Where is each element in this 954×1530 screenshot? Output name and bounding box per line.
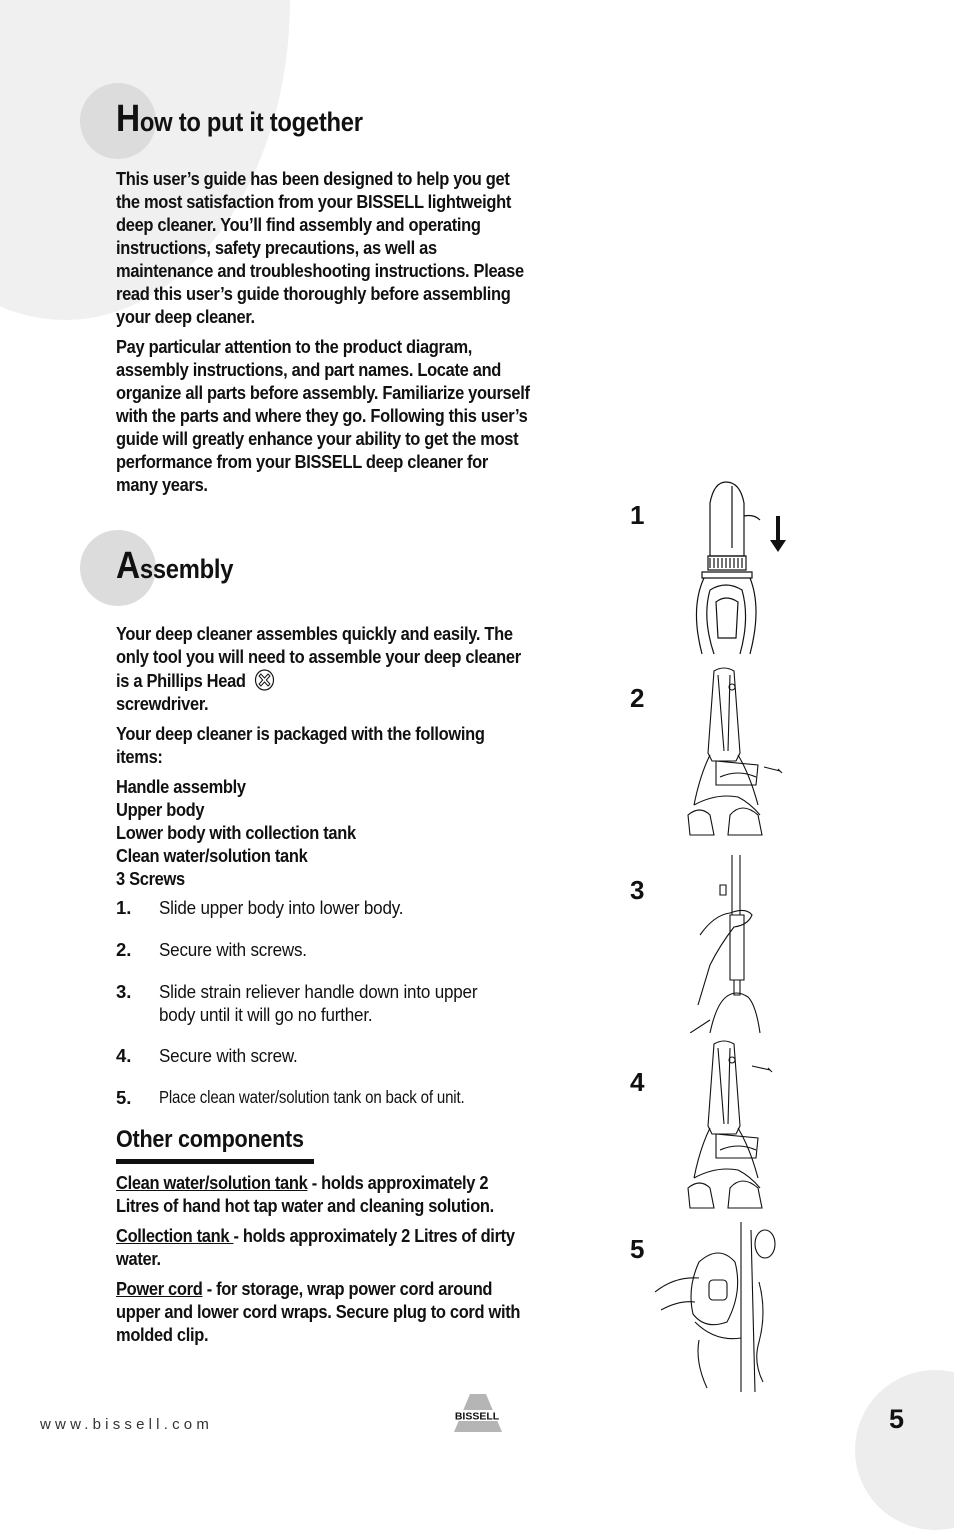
package-items-list <box>116 775 536 890</box>
step-5-illustration <box>655 1222 785 1392</box>
component-clean-water-tank: Clean water/solution tank - holds approximately 2 Litres of hand hot tap water and cleaning solution. <box>116 1172 494 1216</box>
bissell-logo <box>446 1392 508 1434</box>
assembly-paragraph-1: Your deep cleaner assembles quickly and easily. The only tool you will need to assemble your deep cleaner is a Phillips Head screwdriver. <box>116 623 521 714</box>
component-collection-tank: Collection tank - holds approximately 2 Litres of dirty water. <box>116 1225 515 1269</box>
figure-number-4: 4 <box>630 1067 645 1097</box>
package-item: Lower body with collection tank <box>116 822 356 843</box>
heading-underline <box>116 1159 314 1164</box>
figure-number-1: 1 <box>630 500 645 530</box>
package-item: 3 Screws <box>116 868 185 889</box>
phillips-screw-icon <box>254 668 276 692</box>
step-2-illustration <box>680 665 800 840</box>
figure-number-3: 3 <box>630 875 645 905</box>
other-components-heading: Other components <box>116 1126 304 1153</box>
assembly-text <box>116 622 536 890</box>
package-item: Handle assembly <box>116 776 246 797</box>
figure-number-2: 2 <box>630 683 645 713</box>
section-heading-assembly: Assembly <box>116 545 234 587</box>
logo-text: BISSELL <box>454 1410 500 1423</box>
package-item: Upper body <box>116 799 205 820</box>
section-heading-how-to: How to put it together <box>116 98 363 140</box>
assembly-paragraph-2: Your deep cleaner is packaged with the following items: <box>116 723 485 767</box>
step-1-illustration <box>680 478 800 658</box>
footer-website-url: www.bissell.com <box>40 1416 214 1433</box>
component-power-cord: Power cord - for storage, wrap power cord around upper and lower cord wraps. Secure plug to cord with molded clip. <box>116 1278 521 1345</box>
page-number-circle <box>855 1370 954 1530</box>
intro-paragraph-2: Pay particular attention to the product diagram, assembly instructions, and part names. Locate and organize all parts before assembly. Familiarize yourself with the parts and where they go. Following this user’s guide will greatly enhance your ability to get the most performance from your BISSELL deep cleaner for many years. <box>116 336 530 495</box>
intro-paragraph-1: This user’s guide has been designed to help you get the most satisfaction from your BISSELL lightweight deep cleaner. You’ll find assembly and operating instructions, safety precautions, as well as maintenance and troubleshooting instructions. Please read this user’s guide thoroughly before assembling your deep cleaner. <box>116 168 524 327</box>
page-number: 5 <box>889 1404 905 1434</box>
intro-text <box>116 167 536 496</box>
step-4-illustration <box>680 1038 800 1213</box>
figure-number-5: 5 <box>630 1234 645 1264</box>
step-3-illustration <box>690 855 790 1033</box>
other-components-text <box>116 1171 536 1346</box>
package-item: Clean water/solution tank <box>116 845 308 866</box>
